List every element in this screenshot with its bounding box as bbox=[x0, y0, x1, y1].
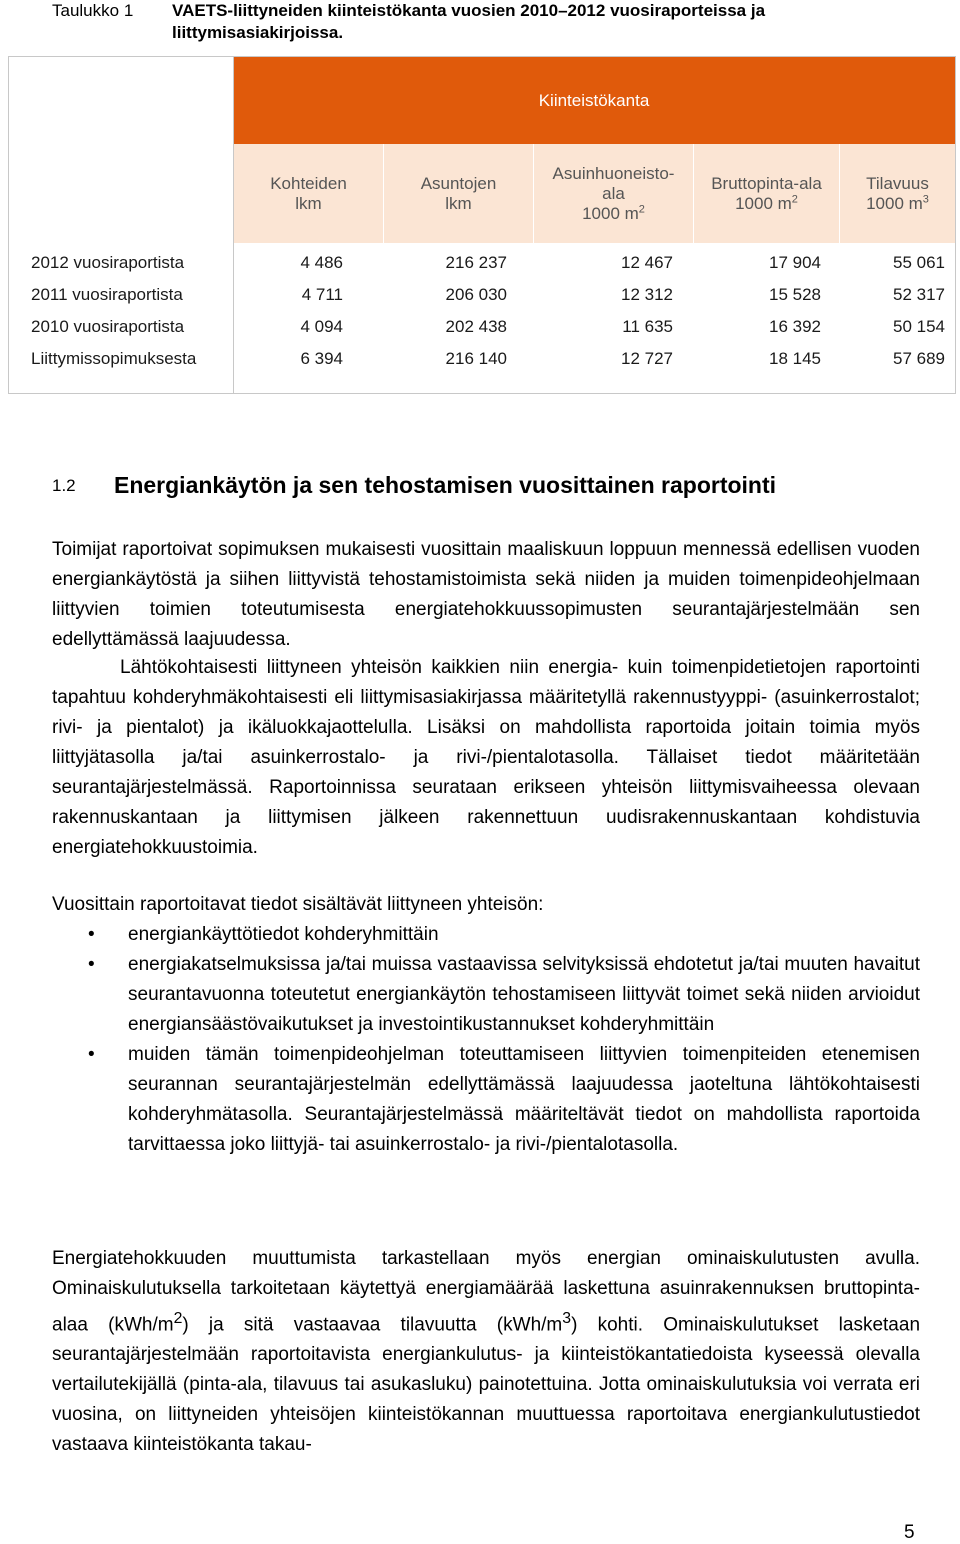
cell-kohteiden: 4 711 bbox=[301, 285, 343, 304]
cell-asuntojen: 202 438 bbox=[445, 317, 507, 336]
list-item bbox=[52, 920, 920, 950]
cell-bruttopinta-ala: 18 145 bbox=[769, 349, 821, 368]
row-name: 2010 vuosiraportista bbox=[31, 317, 185, 336]
table-row bbox=[9, 279, 955, 311]
col-header-line: Kohteiden bbox=[270, 173, 347, 193]
col-header-bruttopinta-ala bbox=[693, 144, 839, 243]
table-row bbox=[9, 311, 955, 343]
row-name: 2012 vuosiraportista bbox=[31, 253, 185, 272]
col-header-line: lkm bbox=[295, 193, 322, 213]
page-number: 5 bbox=[904, 1522, 915, 1543]
cell-asuinhuoneistoala: 12 467 bbox=[621, 253, 673, 272]
cell-tilavuus: 50 154 bbox=[893, 317, 945, 336]
list-item bbox=[52, 950, 920, 1040]
col-header-line: Asuntojen bbox=[420, 173, 497, 193]
cell-asuinhuoneistoala: 12 312 bbox=[621, 285, 673, 304]
cell-asuinhuoneistoala: 11 635 bbox=[622, 317, 673, 336]
col-header-kohteiden bbox=[233, 144, 383, 243]
col-header-line bbox=[582, 204, 645, 224]
cell-tilavuus: 55 061 bbox=[893, 253, 945, 272]
list-item bbox=[52, 1040, 920, 1160]
cell-asuntojen: 216 237 bbox=[445, 253, 507, 272]
col-header-unit: 1000 m bbox=[582, 203, 639, 223]
superscript: 3 bbox=[562, 1310, 572, 1327]
row-name: 2011 vuosiraportista bbox=[31, 285, 183, 304]
cell-tilavuus: 57 689 bbox=[893, 349, 945, 368]
col-header-line: Asuinhuoneisto- bbox=[552, 163, 675, 183]
cell-asuntojen: 206 030 bbox=[445, 285, 507, 304]
col-header-sup: 3 bbox=[922, 192, 929, 205]
section-heading bbox=[52, 470, 932, 504]
table-row bbox=[9, 247, 955, 279]
reported-data-list bbox=[52, 920, 920, 1160]
table-group-header: Kiinteistökanta bbox=[233, 57, 955, 144]
text-run: ) kohti. Ominaiskulutukset lasketaan seurantajärjestelmään raportoitavista energiankulutus- ja kiinteistökantatiedoista kyseessä olevalla vertailutekijällä (pinta-ala, tilavuus tai asukasluku) painotettuina. Jotta ominaiskulutuksia voi verrata eri vuosina, on liittyneiden yhteisöjen kiinteistökannan muuttuessa raportoitava energiankulutustiedot vastaava kiinteistökanta takau- bbox=[52, 1314, 921, 1456]
paragraph-reported-data-intro: Vuosittain raportoitavat tiedot sisältävät liittyneen yhteisön: bbox=[52, 894, 544, 915]
col-header-line: lkm bbox=[445, 193, 472, 213]
section-number: 1.2 bbox=[52, 476, 76, 495]
text-run: Energiatehokkuuden muuttumista tarkastellaan myös energian ominaiskulutusten avulla. Ominaiskulutuksella tarkoitetaan käytettyä energiamäärää laskettuna asuinrakennuksen bruttopinta-alaa (kWh/m bbox=[52, 1248, 920, 1336]
cell-bruttopinta-ala: 17 904 bbox=[769, 253, 821, 272]
table-corner-cell bbox=[9, 57, 233, 243]
col-header-line: ala bbox=[602, 183, 625, 203]
cell-asuinhuoneistoala: 12 727 bbox=[621, 349, 673, 368]
table-row bbox=[9, 343, 955, 375]
bullet-icon: • bbox=[88, 954, 95, 975]
list-item-text: energiakatselmuksissa ja/tai muissa vastaavissa selvityksissä ehdotetut ja/tai muuten havaitut seurantavuonna toteutetut energiankäytön tehostamiseen liittyvät toimet sekä niiden arvioidut energiansäästövaikutukset ja investointikustannukset kohderyhmittäin bbox=[128, 954, 920, 1035]
col-header-line: Tilavuus bbox=[866, 173, 929, 193]
bullet-icon: • bbox=[88, 1044, 95, 1065]
list-item-text: energiankäyttötiedot kohderyhmittäin bbox=[128, 924, 439, 945]
property-stock-table bbox=[8, 56, 956, 394]
text-run: ) ja sitä vastaavaa tilavuutta (kWh/m bbox=[182, 1314, 563, 1336]
col-header-line: Bruttopinta-ala bbox=[711, 173, 822, 193]
col-header-unit: 1000 m bbox=[866, 193, 923, 213]
cell-bruttopinta-ala: 15 528 bbox=[769, 285, 821, 304]
col-header-tilavuus bbox=[839, 144, 955, 243]
paragraph-reporting: Toimijat raportoivat sopimuksen mukaisesti vuosittain maaliskuun loppuun mennessä edellisen vuoden energiankäytöstä ja siihen liittyvistä tehostamistoimista sekä niiden ja muiden toimenpideohjelmaan liittyvien toimien toteutumisesta energiatehokkuussopimusten seurantajärjestelmään sen edellyttämässä laajuudessa. bbox=[52, 539, 920, 650]
bullet-icon: • bbox=[88, 924, 95, 945]
table-label: Taulukko 1 bbox=[52, 1, 134, 20]
col-header-asuinhuoneistoala bbox=[533, 144, 693, 243]
cell-kohteiden: 6 394 bbox=[300, 349, 343, 368]
list-item-text: muiden tämän toimenpideohjelman toteuttamiseen liittyvien toimenpiteiden etenemisen seurannan seurantajärjestelmän edellyttämässä laajuudessa jaoteltuna lähtökohtaisesti kohderyhmätasolla. Seurantajärjestelmässä määriteltävät tiedot on mahdollista raportoida tarvittaessa joko liittyjä- tai asuinkerrostalo- ja rivi-/pientalotasolla. bbox=[128, 1044, 920, 1155]
cell-kohteiden: 4 094 bbox=[300, 317, 343, 336]
cell-bruttopinta-ala: 16 392 bbox=[769, 317, 821, 336]
col-header-unit: 1000 m bbox=[735, 193, 792, 213]
section-title: Energiankäytön ja sen tehostamisen vuosittainen raportointi bbox=[114, 472, 777, 498]
cell-tilavuus: 52 317 bbox=[893, 285, 945, 304]
col-header-sup: 2 bbox=[638, 202, 645, 215]
paragraph-specific-consumption bbox=[52, 1244, 920, 1460]
col-header-line bbox=[866, 194, 929, 214]
cell-kohteiden: 4 486 bbox=[300, 253, 343, 272]
paragraph-reporting-levels: Lähtökohtaisesti liittyneen yhteisön kaikkien niin energia- kuin toimenpidetietojen raportointi tapahtuu kohderyhmäkohtaisesti eli liittymisasiakirjassa määritetyllä rakennustyyppi- (asuinkerrostalot; rivi- ja pientalot) ja ikäluokkajaottelulla. Lisäksi on mahdollista raportoida joitain toimia myös liittyjätasolla ja/tai asuinkerrostalo- ja rivi-/pientalotasolla. Tällaiset tiedot määritetään seurantajärjestelmässä. Raportoinnissa seurataan erikseen yhteisön liittymisvaiheessa olevaan rakennuskantaan ja liittymisen jälkeen rakennettuun uudisrakennuskantaan kohdistuvia energiatehokkuustoimia. bbox=[52, 657, 920, 858]
row-name: Liittymissopimuksesta bbox=[31, 349, 197, 368]
table-title: VAETS-liittyneiden kiinteistökanta vuosien 2010–2012 vuosiraporteissa ja liittymisasiakirjoissa. bbox=[172, 1, 766, 42]
col-header-sup: 2 bbox=[791, 192, 798, 205]
col-header-line bbox=[735, 194, 798, 214]
superscript: 2 bbox=[173, 1310, 183, 1327]
cell-asuntojen: 216 140 bbox=[445, 349, 507, 368]
col-header-asuntojen bbox=[383, 144, 533, 243]
